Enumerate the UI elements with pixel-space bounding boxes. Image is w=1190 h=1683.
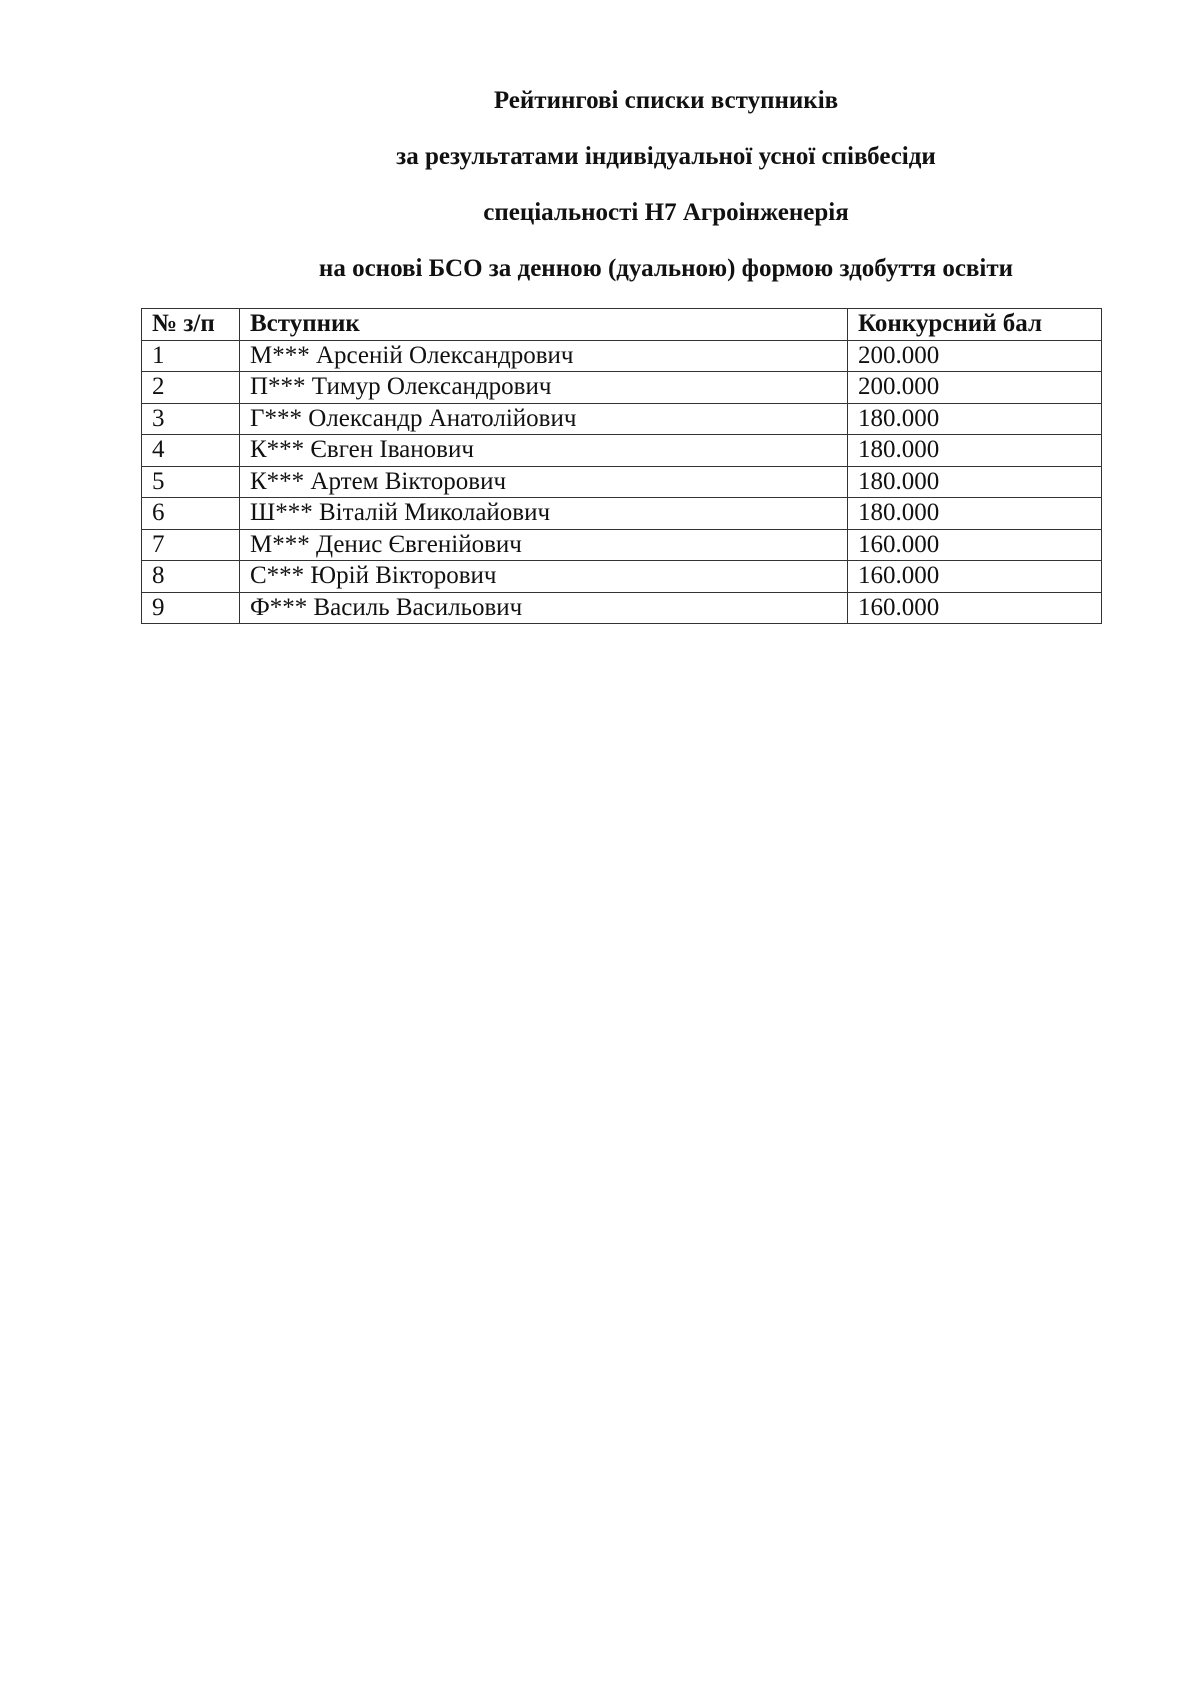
row-number: 8 (142, 561, 240, 593)
competitive-score: 180.000 (848, 403, 1102, 435)
column-header-score: Конкурсний бал (848, 309, 1102, 341)
row-number: 5 (142, 466, 240, 498)
applicant-name: К*** Артем Вікторович (240, 466, 848, 498)
applicant-name: М*** Денис Євгенійович (240, 529, 848, 561)
applicant-name: К*** Євген Іванович (240, 435, 848, 467)
competitive-score: 160.000 (848, 561, 1102, 593)
row-number: 9 (142, 592, 240, 624)
table-row (142, 466, 1102, 498)
row-number: 4 (142, 435, 240, 467)
applicant-name: П*** Тимур Олександрович (240, 372, 848, 404)
heading-line-3: спеціальності Н7 Агроінженерія (483, 199, 849, 226)
competitive-score: 200.000 (848, 340, 1102, 372)
applicant-name: М*** Арсеній Олександрович (240, 340, 848, 372)
applicant-name: Ф*** Василь Васильович (240, 592, 848, 624)
table-header-row (142, 309, 1102, 341)
heading-line-4: на основі БСО за денною (дуальною) формою здобуття освіти (318, 255, 1014, 282)
applicant-name: С*** Юрій Вікторович (240, 561, 848, 593)
table-row (142, 498, 1102, 530)
column-header-number: № з/п (142, 309, 240, 341)
competitive-score: 160.000 (848, 592, 1102, 624)
table-row (142, 435, 1102, 467)
competitive-score: 200.000 (848, 372, 1102, 404)
table-row (142, 340, 1102, 372)
table-row (142, 372, 1102, 404)
row-number: 2 (142, 372, 240, 404)
competitive-score: 180.000 (848, 466, 1102, 498)
applicant-name: Г*** Олександр Анатолійович (240, 403, 848, 435)
table-row (142, 592, 1102, 624)
competitive-score: 160.000 (848, 529, 1102, 561)
row-number: 7 (142, 529, 240, 561)
row-number: 3 (142, 403, 240, 435)
competitive-score: 180.000 (848, 498, 1102, 530)
heading-line-2: за результатами індивідуальної усної співбесіди (396, 143, 936, 170)
table-row (142, 561, 1102, 593)
row-number: 1 (142, 340, 240, 372)
table-row (142, 403, 1102, 435)
applicant-name: Ш*** Віталій Миколайович (240, 498, 848, 530)
rating-table (141, 308, 1102, 624)
heading-line-1: Рейтингові списки вступників (493, 87, 839, 114)
competitive-score: 180.000 (848, 435, 1102, 467)
column-header-applicant: Вступник (240, 309, 848, 341)
table-row (142, 529, 1102, 561)
row-number: 6 (142, 498, 240, 530)
